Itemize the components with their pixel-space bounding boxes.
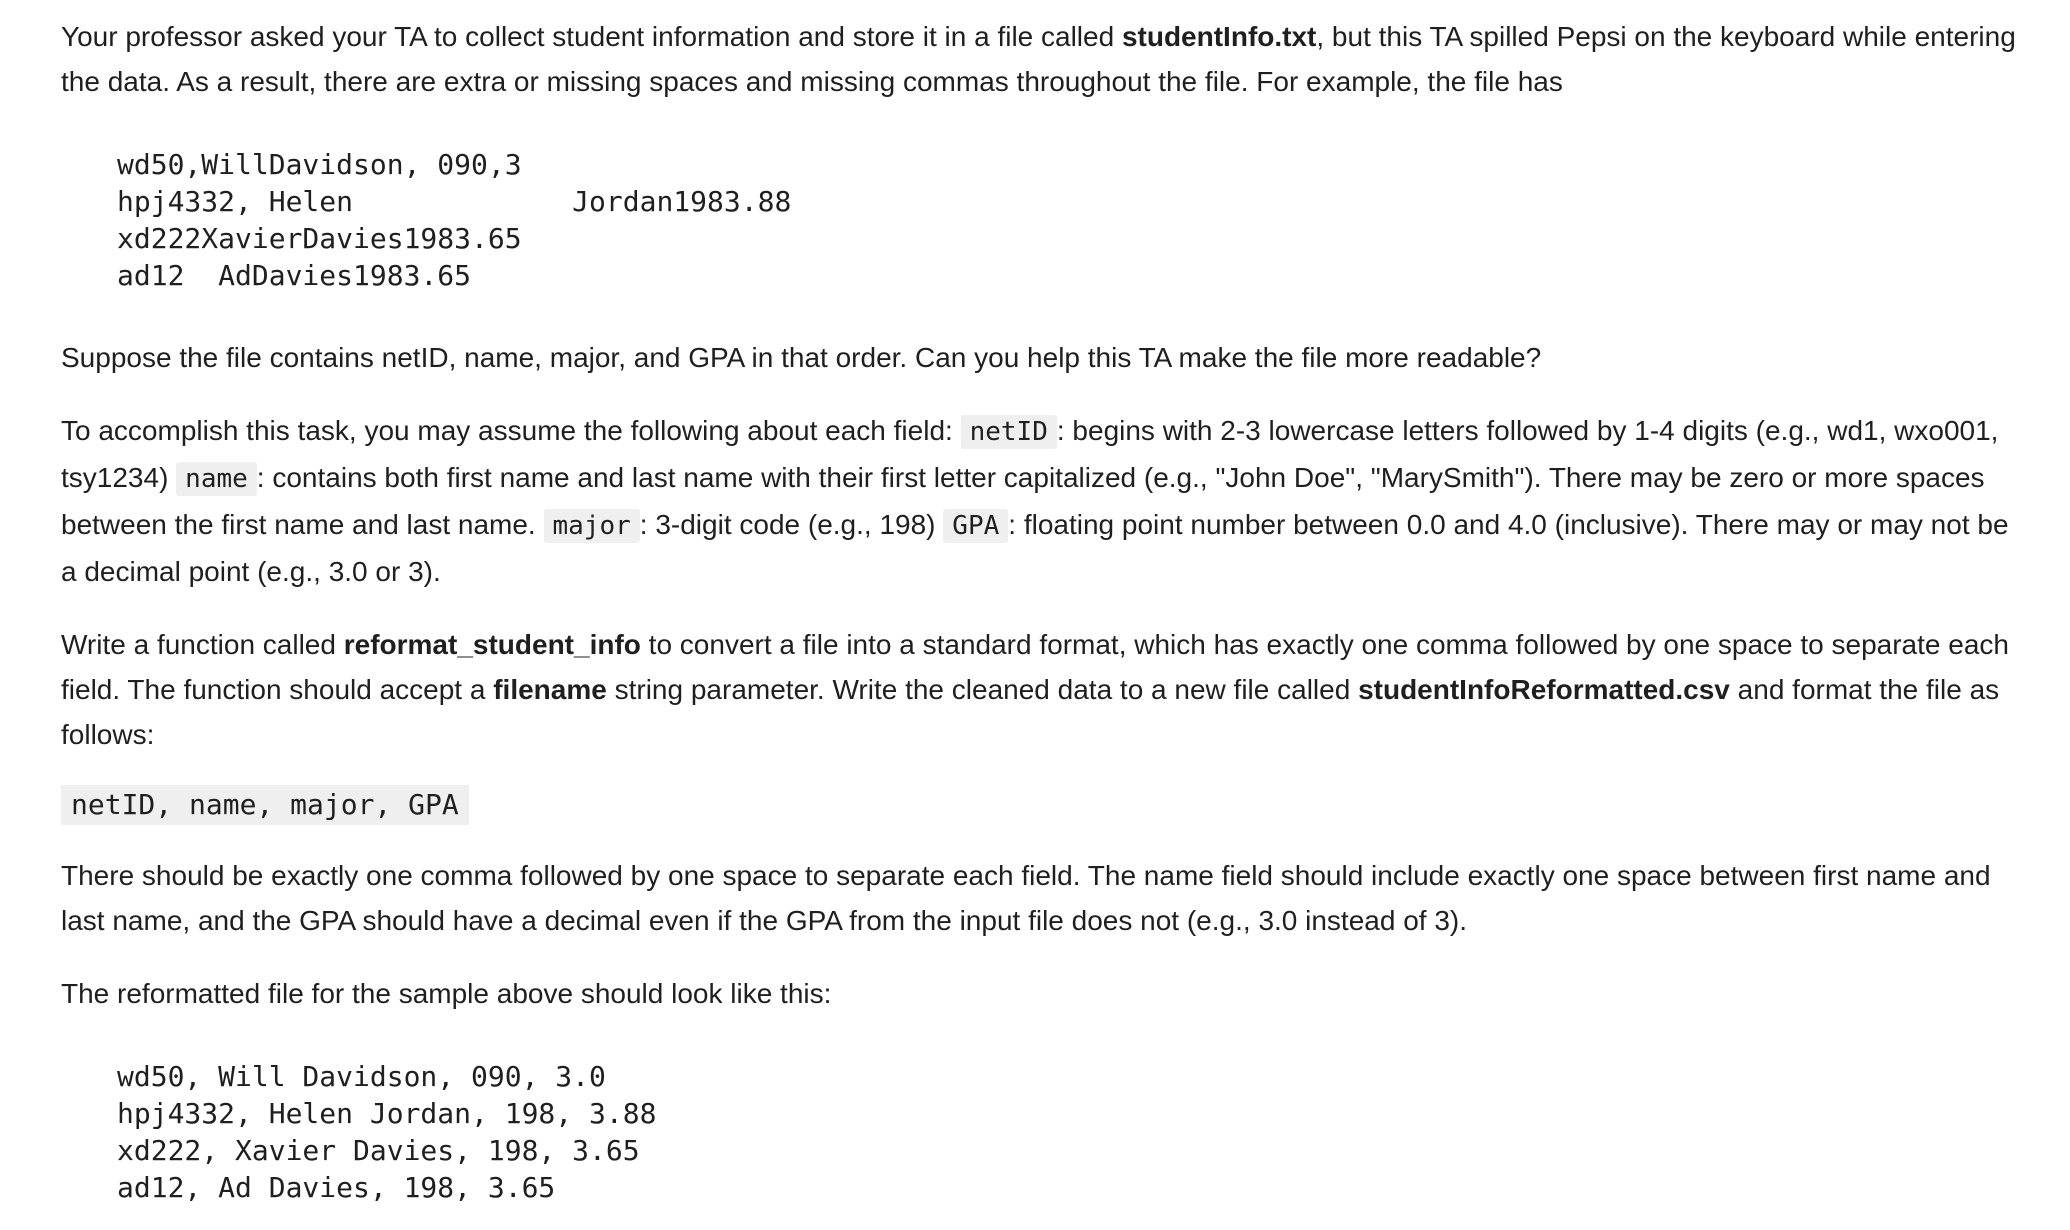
write-text-1: Write a function called — [61, 629, 344, 660]
assumptions-lead: To accomplish this task, you may assume the following about each field: — [61, 415, 961, 446]
sample-input-block — [61, 146, 2021, 294]
sample-input-line: ad12 AdDavies1983.65 — [117, 259, 472, 292]
write-text-4: and format the file as follows: — [61, 674, 2000, 750]
result-intro-paragraph: The reformatted file for the sample above should look like this: — [61, 978, 832, 1009]
gpa-code: GPA — [943, 509, 1008, 543]
write-text-2: to convert a file into a standard format, which has exactly one comma followed by one space to separate each field. The function should accept a — [61, 629, 2009, 705]
function-name: reformat_student_info — [343, 629, 641, 660]
write-function-paragraph — [61, 622, 2021, 757]
format-line-code: netID, name, major, GPA — [61, 785, 469, 825]
intro-paragraph — [61, 14, 2021, 104]
assumptions-paragraph — [61, 408, 2021, 594]
suppose-paragraph: Suppose the file contains netID, name, major, and GPA in that order. Can you help this TA make the file more readable? — [61, 342, 1542, 373]
sample-input-line: hpj4332, Helen Jordan1983.88 — [117, 185, 792, 218]
sample-output-line: hpj4332, Helen Jordan, 198, 3.88 — [117, 1097, 657, 1130]
problem-statement — [61, 14, 2021, 1206]
input-filename: studentInfo.txt — [1121, 21, 1317, 52]
name-description: : contains both first name and last name with their first letter capitalized (e.g., "John Doe", "MarySmith"). There may be zero or more spaces between the first name and last name. — [61, 462, 1985, 540]
write-text-3: string parameter. Write the cleaned data to a new file called — [606, 674, 1359, 705]
sample-input-line: wd50,WillDavidson, 090,3 — [117, 148, 522, 181]
gpa-description: : floating point number between 0.0 and 4.0 (inclusive). There may or may not be a decimal point (e.g., 3.0 or 3). — [61, 509, 2009, 587]
intro-text-2: , but this TA spilled Pepsi on the keyboard while entering the data. As a result, there are extra or missing spaces and missing commas throughout the file. For example, the file has — [61, 21, 2016, 97]
sample-output-line: xd222, Xavier Davies, 198, 3.65 — [117, 1134, 640, 1167]
sample-output-line: wd50, Will Davidson, 090, 3.0 — [117, 1060, 606, 1093]
parameter-name: filename — [493, 674, 607, 705]
sample-input-line: xd222XavierDavies1983.65 — [117, 222, 522, 255]
rules-paragraph: There should be exactly one comma followed by one space to separate each field. The name field should include exactly one space between first name and last name, and the GPA should have a decimal even if the GPA from the input file does not (e.g., 3.0 instead of 3). — [61, 860, 1991, 936]
name-code: name — [176, 462, 257, 496]
major-description: : 3-digit code (e.g., 198) — [639, 509, 944, 540]
sample-output-block — [61, 1058, 2021, 1206]
netid-code: netID — [961, 415, 1057, 449]
major-code: major — [544, 509, 640, 543]
sample-output-line: ad12, Ad Davies, 198, 3.65 — [117, 1171, 556, 1204]
netid-description: : begins with 2-3 lowercase letters followed by 1-4 digits (e.g., wd1, wxo001, tsy1234) — [61, 415, 1999, 493]
output-filename: studentInfoReformatted.csv — [1358, 674, 1730, 705]
intro-text-1: Your professor asked your TA to collect student information and store it in a file called — [61, 21, 1122, 52]
